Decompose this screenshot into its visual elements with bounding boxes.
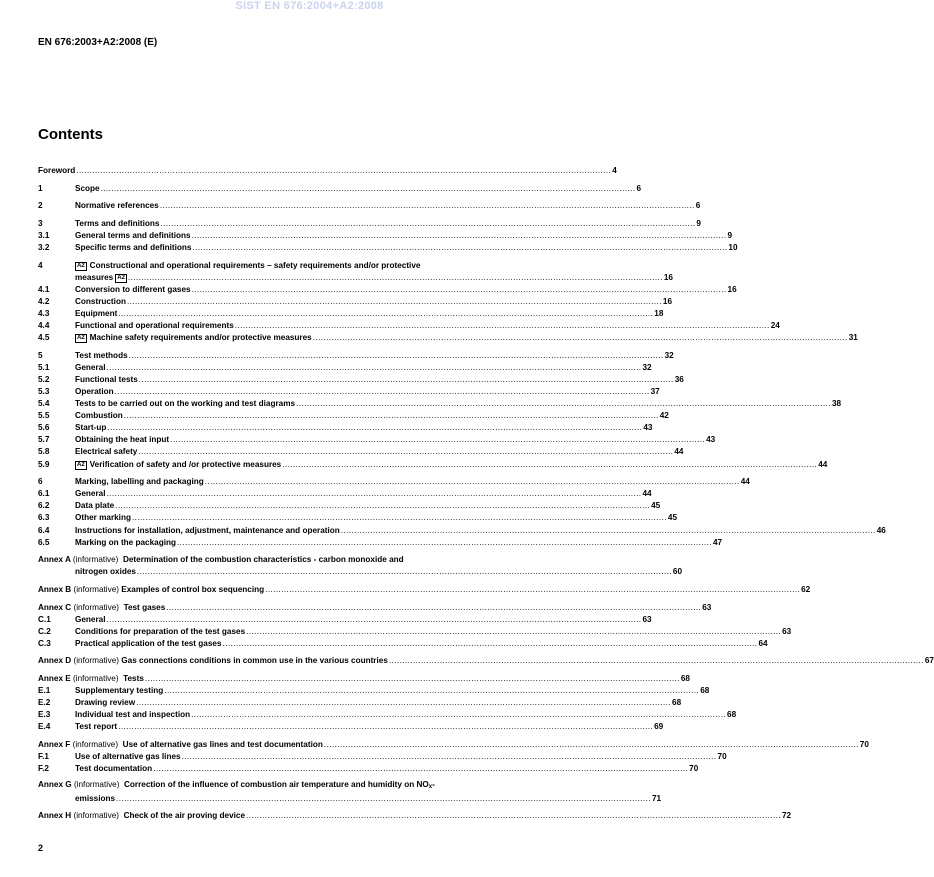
leader-dots: ........................................................................................................................................................................................................ [191,230,727,240]
toc-entry-5-1[interactable] [38,362,652,374]
toc-page: 24 [770,321,780,331]
toc-entry-foreword[interactable] [38,165,617,177]
page-number: 2 [38,843,44,853]
toc-label: Conversion to different gases [75,284,191,294]
leader-dots: ........................................................................................................................................................................................................ [106,362,642,372]
annex-prefix: Annex B [38,584,72,594]
toc-number: C.2 [38,626,51,636]
toc-label: Functional tests [75,374,138,384]
leader-dots: ........................................................................................................................................................................................................ [177,537,712,547]
annex-type: (informative) [73,656,119,666]
toc-page: 72 [782,811,792,821]
leader-dots: ........................................................................................................................................................................................................ [164,686,700,696]
toc-entry-annex-f[interactable] [38,739,869,751]
annex-type: (informative) [73,673,119,683]
toc-page: 6 [636,183,642,193]
toc-label: Test gases [123,602,166,612]
leader-dots: ........................................................................................................................................................................................................ [118,308,654,318]
toc-number: 4.5 [38,333,50,343]
leader-dots: ........................................................................................................................................................................................................ [123,411,659,421]
toc-entry-6-5[interactable] [38,537,723,549]
page-title: Contents [38,126,103,143]
toc-number: 5.4 [38,399,50,409]
toc-number: E.3 [38,710,51,720]
toc-page: 63 [702,602,712,612]
toc-number: 6.3 [38,513,50,523]
leader-dots: ........................................................................................................................................................................................................ [138,374,674,384]
toc-entry-annex-d[interactable] [38,655,934,667]
toc-entry-e-4[interactable] [38,721,664,733]
toc-page: 45 [667,513,678,523]
leader-dots: ........................................................................................................................................................................................................ [118,722,654,732]
toc-label: Individual test and inspection [75,710,191,720]
amendment-marker: A2 [77,335,85,342]
toc-number: 6.5 [38,537,50,547]
toc-entry-c-3[interactable] [38,638,768,650]
annex-type: (informative) [72,739,119,749]
toc-label: Test report [75,722,118,732]
leader-dots: ........................................................................................................................................................................................................ [159,201,695,211]
toc-entry-e-1[interactable] [38,685,710,697]
toc-entry-5[interactable] [38,350,674,362]
toc-entry-6[interactable] [38,476,750,488]
toc-entry-5-2[interactable] [38,374,684,386]
leader-dots: ........................................................................................................................................................................................................ [138,447,674,457]
leader-dots: ........................................................................................................................................................................................................ [191,710,727,720]
toc-page: 32 [664,350,674,360]
leader-dots: ........................................................................................................................................................................................................ [181,752,717,762]
leader-dots: ........................................................................................................................................................................................................ [106,614,642,624]
toc-label: Test documentation [75,764,153,774]
toc-label: General [75,489,106,499]
leader-dots: ........................................................................................................................................................................................................ [170,435,706,445]
toc-entry-2[interactable] [38,200,701,212]
toc-number: E.2 [38,698,51,708]
toc-number: 5.8 [38,447,50,457]
toc-page: 68 [727,710,737,720]
toc-entry-3-1[interactable] [38,230,733,242]
toc-page: 43 [706,435,716,445]
toc-entry-4-3[interactable] [38,308,664,320]
toc-label: Specific terms and definitions [75,242,192,252]
leader-dots: ........................................................................................................................................................................................................ [107,423,643,433]
table-of-contents [38,165,934,823]
toc-page: 6 [695,201,701,211]
subscript-x: x [428,783,433,790]
leader-dots: ........................................................................................................................................................................................................ [116,793,651,803]
toc-number: 5.5 [38,411,50,421]
toc-number: 6.4 [38,525,50,535]
toc-entry-4-1[interactable] [38,284,737,296]
toc-number: F.2 [38,764,49,774]
toc-label: Supplementary testing [75,686,164,696]
toc-label: Marking, labelling and packaging [75,477,204,487]
toc-entry-5-4[interactable] [38,398,842,410]
toc-page: 46 [876,525,886,535]
annex-type: (informative) [73,584,119,594]
toc-page: 44 [642,489,652,499]
leader-dots: ........................................................................................................................................................................................................ [282,459,818,469]
toc-number: 5.6 [38,423,50,433]
toc-label: measures [75,272,114,282]
toc-page: 70 [689,764,699,774]
toc-page: 60 [672,567,683,577]
toc-page: 71 [652,793,662,803]
toc-page: 43 [643,423,653,433]
leader-dots: ........................................................................................................................................................................................................ [136,698,672,708]
toc-label: General [75,362,106,372]
toc-entry-f-2[interactable] [38,763,699,775]
document-id: EN 676:2003+A2:2008 (E) [38,37,158,48]
toc-number: 4.2 [38,296,50,306]
leader-dots: ........................................................................................................................................................................................................ [192,242,728,252]
leader-dots: ........................................................................................................................................................................................................ [128,350,664,360]
toc-label: Tests to be carried out on the working and test diagrams [75,399,296,409]
toc-label: Equipment [75,308,118,318]
toc-page: 45 [651,501,661,511]
toc-number: 4.4 [38,321,50,331]
toc-label: Start-up [75,423,107,433]
leader-dots: ........................................................................................................................................................................................................ [246,626,782,636]
toc-label: Scope [75,183,100,193]
toc-page: 32 [642,362,652,372]
amendment-marker-close: A2 [117,274,125,281]
toc-number: 5.9 [38,459,50,469]
annex-prefix: Annex F [38,739,71,749]
toc-number: F.1 [38,752,49,762]
toc-label-suffix: - [432,779,435,789]
toc-label: Machine safety requirements and/or protective measures [89,333,312,343]
toc-number: E.4 [38,722,51,732]
toc-page: 63 [642,614,652,624]
toc-entry-4[interactable] [38,260,570,272]
toc-label: Marking on the packaging [75,537,176,547]
annex-type: (informative) [73,811,119,821]
watermark: SIST EN 676:2004+A2:2008 [235,0,384,12]
toc-label: Other marking [75,513,131,523]
toc-entry-6-2[interactable] [38,500,661,512]
leader-dots: ........................................................................................................................................................................................................ [234,321,770,331]
leader-dots: ........................................................................................................................................................................................................ [265,584,801,594]
toc-label: Obtaining the heat input [75,435,170,445]
toc-label: Drawing review [75,698,136,708]
toc-page: 16 [662,296,673,306]
toc-entry-e-2[interactable] [38,697,682,709]
leader-dots: ........................................................................................................................................................................................................ [323,739,859,749]
leader-dots: ........................................................................................................................................................................................................ [114,387,650,396]
toc-entry-4-5[interactable] [38,332,858,344]
toc-number: 5.2 [38,374,50,384]
toc-entry-6-4[interactable] [38,525,886,537]
toc-number: 5.3 [38,387,50,396]
toc-entry-1[interactable] [38,183,642,195]
leader-dots: ........................................................................................................................................................................................................ [144,673,680,683]
leader-dots: ........................................................................................................................................................................................................ [106,489,642,499]
leader-dots: ........................................................................................................................................................................................................ [76,166,612,175]
toc-number: 5.7 [38,435,50,445]
toc-label: Tests [123,673,144,683]
toc-entry-5-8[interactable] [38,446,684,458]
leader-dots: ........................................................................................................................................................................................................ [115,501,651,511]
toc-entry-f-1[interactable] [38,751,727,763]
toc-label: nitrogen oxides [75,567,136,577]
toc-label: Data plate [75,501,115,511]
toc-label: Terms and definitions [75,218,160,228]
toc-label: General terms and definitions [75,230,191,240]
toc-entry-5-5[interactable] [38,410,669,422]
toc-entry-annex-h[interactable] [38,810,792,822]
toc-number: 4.3 [38,308,50,318]
toc-label: Use of alternative gas lines and test documentation [122,739,323,749]
annex-type: (informative) [72,555,119,565]
toc-page: 64 [758,638,768,648]
leader-dots: ........................................................................................................................................................................................................ [388,656,924,666]
toc-entry-6-3[interactable] [38,512,678,524]
toc-number: E.1 [38,686,51,696]
annex-type: (informative) [73,602,119,612]
toc-number: 6 [38,477,43,487]
leader-dots: ........................................................................................................................................................................................................ [204,477,740,487]
leader-dots: ........................................................................................................................................................................................................ [100,183,636,193]
toc-entry-4-2[interactable] [38,296,673,308]
toc-page: 4 [612,166,617,175]
toc-label: Check of the air proving device [123,811,246,821]
toc-entry-3[interactable] [38,218,701,230]
toc-page: 44 [674,447,684,457]
toc-entry-5-6[interactable] [38,422,653,434]
toc-label: Instructions for installation, adjustment, maintenance and operation [75,525,340,535]
leader-dots: ........................................................................................................................................................................................................ [340,525,876,535]
toc-page: 47 [712,537,723,547]
toc-page: 67 [924,656,934,666]
toc-entry-annex-b[interactable] [38,584,811,596]
toc-label: Normative references [75,201,159,211]
toc-label: Combustion [75,411,123,421]
leader-dots: ........................................................................................................................................................................................................ [160,218,696,228]
toc-label: Operation [75,387,114,396]
toc-label: Determination of the combustion characteristics - carbon monoxide and [122,555,404,565]
leader-dots: ........................................................................................................................................................................................................ [131,513,667,523]
toc-entry-5-7[interactable] [38,434,716,446]
toc-label: Gas connections conditions in common use in the various countries [121,656,388,666]
toc-label: Construction [75,296,126,306]
leader-dots: ........................................................................................................................................................................................................ [126,296,662,306]
toc-entry-4-4[interactable] [38,320,780,332]
toc-entry-annex-e[interactable] [38,673,690,685]
toc-number: 1 [38,183,43,193]
toc-number: 5.1 [38,362,50,372]
annex-prefix: Annex A [38,555,71,565]
toc-number: 3 [38,218,43,228]
annex-prefix: Annex E [38,673,71,683]
toc-number: 4 [38,260,43,270]
toc-entry-6-1[interactable] [38,488,652,500]
toc-number: C.3 [38,638,51,648]
toc-page: 44 [818,459,828,469]
toc-page: 10 [728,242,738,252]
leader-dots: ........................................................................................................................................................................................................ [246,811,781,821]
toc-page: 70 [717,752,727,762]
annex-prefix: Annex G [38,779,72,789]
leader-dots: ........................................................................................................................................................................................................ [127,272,663,282]
leader-dots: ........................................................................................................................................................................................................ [191,284,727,294]
toc-label: Test methods [75,350,128,360]
toc-number: 3.2 [38,242,50,252]
toc-label: Correction of the influence of combustion air temperature and humidity on NO [124,779,429,789]
toc-entry-5-3[interactable] [38,386,660,398]
toc-number: 3.1 [38,230,50,240]
toc-label: Use of alternative gas lines [75,752,181,762]
toc-page: 18 [654,308,664,318]
toc-entry-e-3[interactable] [38,709,737,721]
toc-label: Functional and operational requirements [75,321,234,331]
toc-label: Constructional and operational requirements – safety requirements and/or protective [89,260,421,270]
toc-page: 68 [672,698,682,708]
toc-label: Conditions for preparation of the test gases [75,626,246,636]
toc-label: Practical application of the test gases [75,638,222,648]
toc-entry-annex-g-continued[interactable] [38,793,662,805]
toc-page: 36 [674,374,684,384]
toc-entry-4-continued[interactable] [38,272,673,284]
toc-page: 44 [740,477,750,487]
toc-entry-3-2[interactable] [38,242,738,254]
toc-number: 5 [38,350,43,360]
toc-page: 69 [654,722,664,732]
leader-dots: ........................................................................................................................................................................................................ [296,399,831,409]
toc-label: Examples of control box sequencing [121,584,265,594]
toc-page: 42 [659,411,669,421]
toc-page: 9 [696,218,701,228]
annex-prefix: Annex H [38,811,72,821]
toc-page: 68 [680,673,690,683]
toc-page: 37 [650,387,660,396]
toc-page: 9 [727,230,733,240]
toc-label: Electrical safety [75,447,138,457]
toc-page: 31 [848,333,858,343]
toc-page: 70 [859,739,869,749]
toc-label: General [75,614,106,624]
annex-type: (informative) [73,779,120,789]
toc-entry-annex-c[interactable] [38,602,712,614]
toc-label: Verification of safety and /or protective measures [89,459,282,469]
toc-entry-c-2[interactable] [38,626,792,638]
amendment-marker-open: A2 [77,262,85,269]
toc-label: Foreword [38,166,76,175]
toc-number: 4.1 [38,284,50,294]
toc-number: 2 [38,201,43,211]
toc-page: 68 [700,686,710,696]
toc-page: 63 [782,626,792,636]
leader-dots: ........................................................................................................................................................................................................ [153,764,689,774]
toc-number: 6.2 [38,501,50,511]
leader-dots: ........................................................................................................................................................................................................ [222,638,758,648]
annex-prefix: Annex C [38,602,72,612]
leader-dots: ........................................................................................................................................................................................................ [312,333,848,343]
toc-page: 62 [801,584,811,594]
toc-number: 6.1 [38,489,50,499]
annex-prefix: Annex D [38,656,72,666]
toc-entry-annex-g[interactable] [38,781,570,793]
toc-label: emissions [75,793,116,803]
leader-dots: ........................................................................................................................................................................................................ [136,567,672,577]
toc-page: 38 [832,399,842,409]
toc-page: 16 [663,272,673,282]
toc-entry-annex-a-continued[interactable] [38,566,683,578]
toc-page: 16 [727,284,737,294]
leader-dots: ........................................................................................................................................................................................................ [166,602,702,612]
toc-number: C.1 [38,614,51,624]
toc-entry-annex-a[interactable] [38,554,570,566]
amendment-marker: A2 [77,461,85,468]
toc-entry-c-1[interactable] [38,614,652,626]
toc-entry-5-9[interactable] [38,459,828,471]
